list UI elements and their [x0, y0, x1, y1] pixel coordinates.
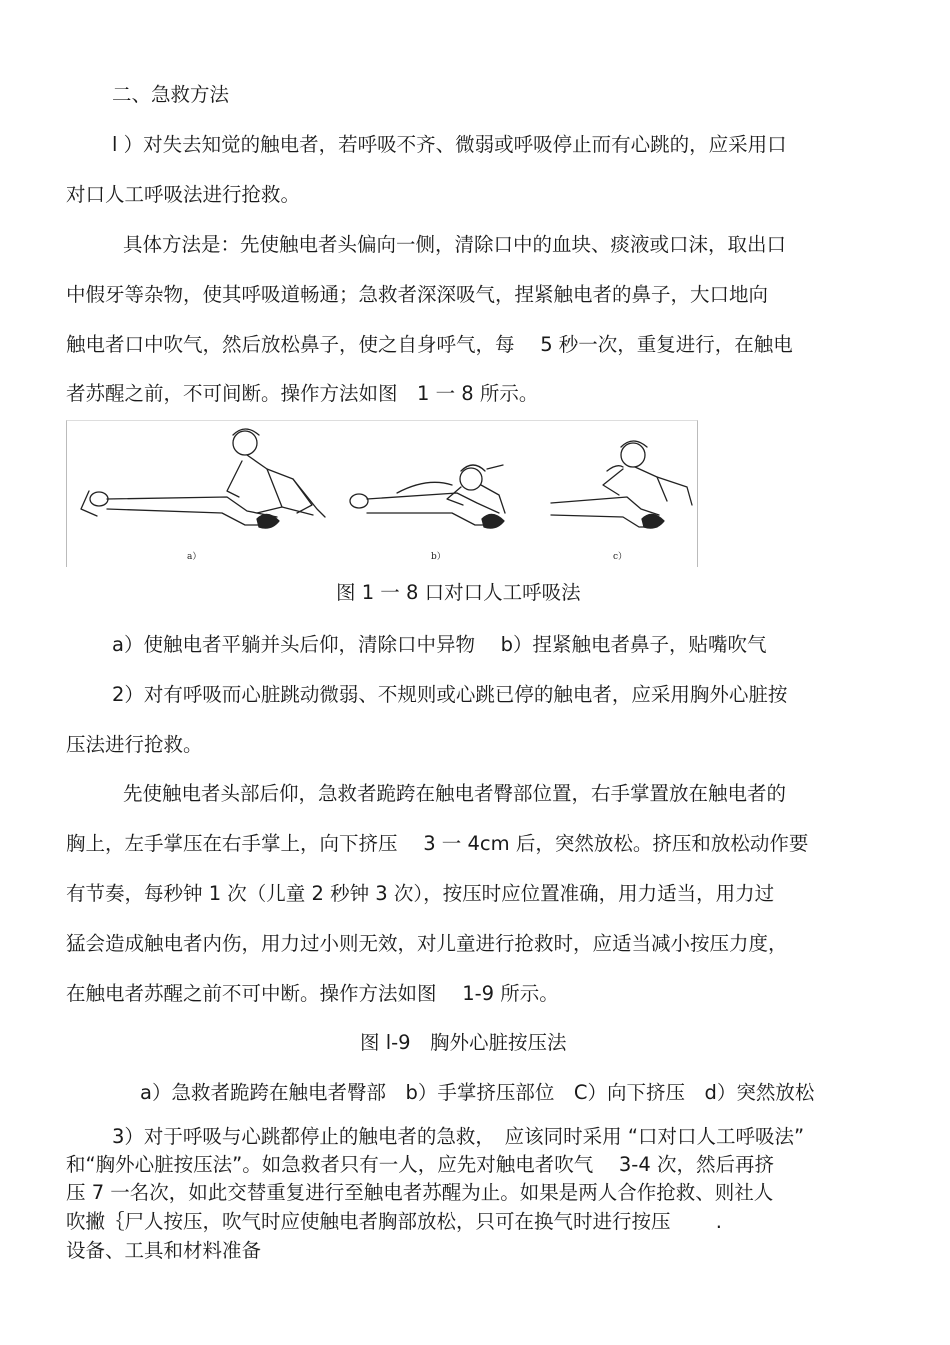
paragraph-line: 压法进行抢救。 [66, 733, 203, 756]
figure-subcaption: a）使触电者平躺并头后仰，清除口中异物 b）捏紧触电者鼻子，贴嘴吹气 [112, 633, 767, 656]
paragraph-line: 和“胸外心脏按压法”。如急救者只有一人，应先对触电者吹气 3-4 次，然后再挤 [66, 1153, 774, 1176]
figure-label-a: a） [187, 552, 202, 562]
lying-person-c [551, 497, 664, 528]
paragraph-line: 有节奏，每秒钟 1 次（儿童 2 秒钟 3 次），按压时应位置准确，用力适当，用力过 [66, 882, 775, 905]
figure-caption: 图 l-9 胸外心脏按压法 [360, 1031, 567, 1054]
section-heading: 设备、工具和材料准备 [66, 1239, 262, 1262]
rescuer-c [603, 441, 692, 505]
paragraph-line: 对口人工呼吸法进行抢救。 [66, 183, 301, 206]
paragraph-line: 具体方法是：先使触电者头偏向一侧，清除口中的血块、痰液或口沫，取出口 [123, 233, 787, 256]
paragraph-line: 触电者口中吹气，然后放松鼻子，使之自身呼气，每 5 秒一次，重复进行，在触电 [66, 333, 793, 356]
cpr-mouth-to-mouth-figure [66, 420, 698, 567]
figure-subcaption: a）急救者跪跨在触电者臀部 b）手掌挤压部位 C）向下挤压 d）突然放松 [140, 1081, 815, 1104]
figure-caption: 图 1 一 8 口对口人工呼吸法 [336, 581, 581, 604]
paragraph-line: 猛会造成触电者内伤，用力过小则无效，对儿童进行抢救时，应适当减小按压力度， [66, 932, 788, 955]
figure-label-b: b） [431, 552, 446, 562]
rescuer-a [227, 429, 325, 517]
paragraph-line: 2）对有呼吸而心脏跳动微弱、不规则或心跳已停的触电者，应采用胸外心脏按 [112, 683, 788, 706]
section-heading: 二、急救方法 [112, 83, 230, 106]
paragraph-line: 先使触电者头部后仰，急救者跪跨在触电者臀部位置，右手掌置放在触电者的 [123, 782, 787, 805]
paragraph-line: 中假牙等杂物，使其呼吸道畅通；急救者深深吸气，捏紧触电者的鼻子，大口地向 [66, 283, 769, 306]
figure-illustration [67, 421, 697, 567]
paragraph-line: 3）对于呼吸与心跳都停止的触电者的急救， 应该同时采用 “口对口人工呼吸法” [112, 1125, 805, 1148]
lying-person-b [350, 482, 504, 528]
figure-label-c: c） [613, 552, 628, 562]
paragraph-line: 压 7 一名次，如此交替重复进行至触电者苏醒为止。如果是两人合作抢救、则社人 [66, 1181, 774, 1204]
paragraph-line: 者苏醒之前，不可间断。操作方法如图 1 一 8 所示。 [66, 382, 539, 405]
paragraph-line: 吹撇｛尸人按压，吹气时应使触电者胸部放松，只可在换气时进行按压 . [66, 1210, 722, 1233]
paragraph-line: l ）对失去知觉的触电者，若呼吸不齐、微弱或呼吸停止而有心跳的，应采用口 [112, 133, 787, 156]
paragraph-line: 在触电者苏醒之前不可中断。操作方法如图 1-9 所示。 [66, 982, 559, 1005]
paragraph-line: 胸上，左手掌压在右手掌上，向下挤压 3 一 4cm 后，突然放松。挤压和放松动作要 [66, 832, 809, 855]
rescuer-b [447, 465, 505, 513]
lying-person-a [81, 491, 279, 528]
